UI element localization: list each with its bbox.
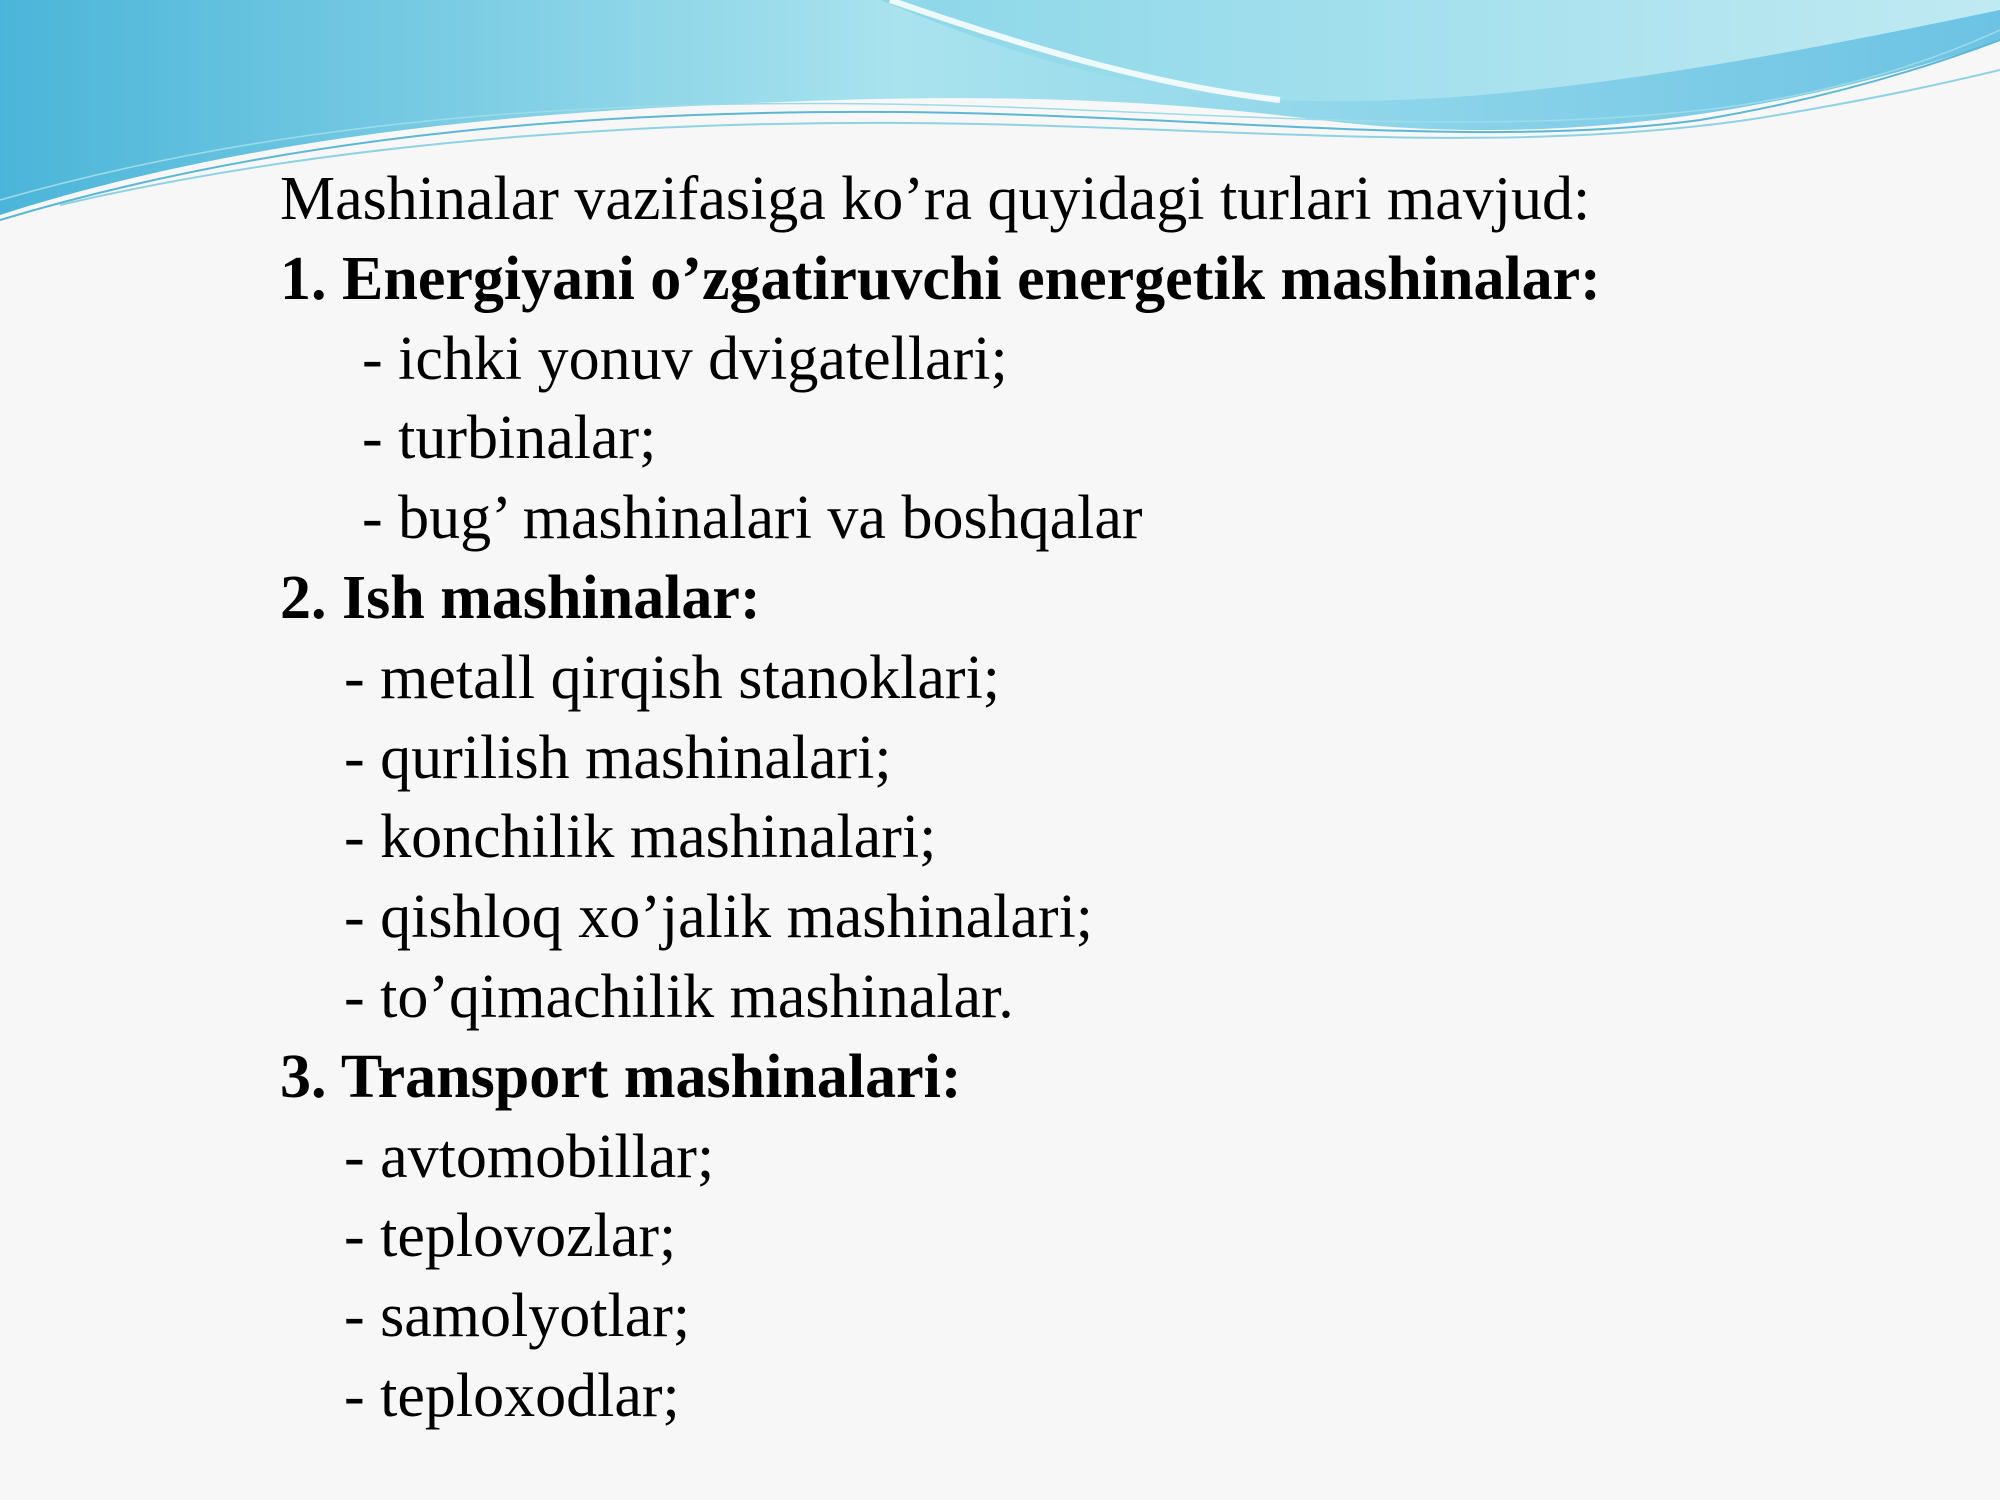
list-item: - teploxodlar; — [344, 1361, 680, 1430]
section-heading-energy: 1. Energiyani o’zgatiruvchi energetik mashinalar: — [280, 244, 1601, 313]
slide-content — [280, 160, 1960, 1437]
list-item: - teplovozlar; — [344, 1202, 677, 1271]
list-item: - konchilik mashinalari; — [344, 803, 937, 872]
list-item: - qishloq xo’jalik mashinalari; — [344, 883, 1094, 952]
list-item: - turbinalar; — [362, 404, 657, 473]
section-heading-work: 2. Ish mashinalar: — [280, 563, 761, 632]
list-item: - avtomobillar; — [344, 1122, 715, 1191]
section-heading-transport: 3. Transport mashinalari: — [280, 1042, 962, 1111]
intro-line: Mashinalar vazifasiga ko’ra quyidagi turlari mavjud: — [280, 165, 1591, 233]
list-item: - metall qirqish stanoklari; — [344, 643, 1001, 712]
list-item: - ichki yonuv dvigatellari; — [362, 324, 1008, 393]
list-item: - to’qimachilik mashinalar. — [344, 962, 1014, 1031]
list-item: - qurilish mashinalari; — [344, 723, 892, 792]
list-item: - bug’ mashinalari va boshqalar — [362, 484, 1143, 553]
list-item: - samolyotlar; — [344, 1282, 691, 1351]
